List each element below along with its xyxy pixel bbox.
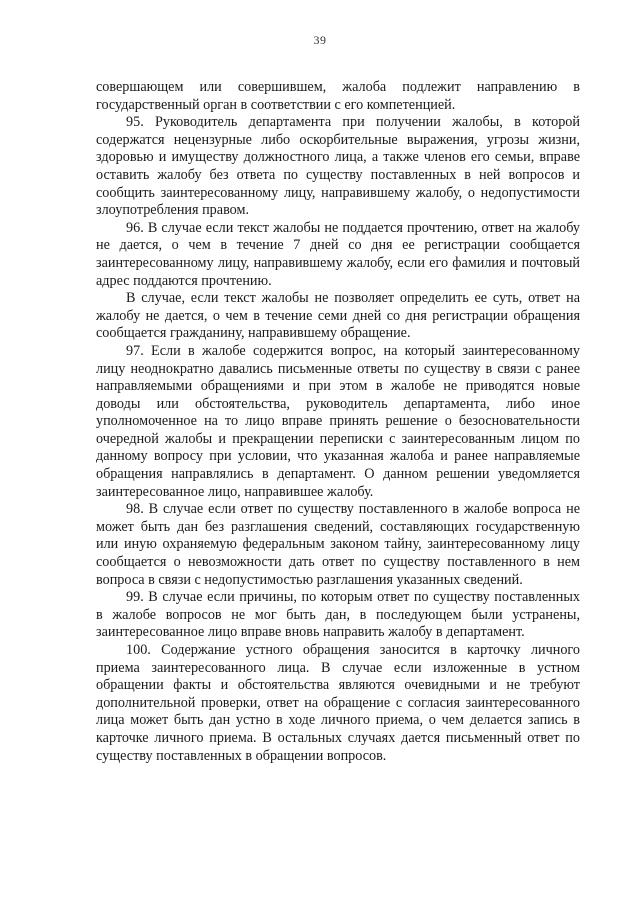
paragraph-continuation: совершающем или совершившем, жалоба подлежит направлению в государственный орган в соответствии с его компетенцией. xyxy=(96,79,580,113)
paragraph-96: 96. В случае если текст жалобы не поддается прочтению, ответ на жалобу не дается, о чем в течение 7 дней со дня ее регистрации сообщается заинтересованному лицу, направившему жалобу, если его фамилия и почтовый адрес поддаются прочтению. xyxy=(96,219,580,289)
paragraph-100: 100. Содержание устного обращения заносится в карточку личного приема заинтересованного лица. В случае если изложенные в устном обращении факты и обстоятельства являются очевидными и не требуют дополнительной проверки, ответ на обращение с согласия заинтересованного лица может быть дан устно в ходе личного приема, о чем делается запись в карточке личного приема. В остальных случаях дается письменный ответ по существу поставленных в обращении вопросов. xyxy=(96,642,580,764)
paragraph-97: 97. Если в жалобе содержится вопрос, на который заинтересованному лицу неоднократно давались письменные ответы по существу в связи с ранее направляемыми обращениями и при этом в жалобе не приводятся новые доводы или обстоятельства, руководитель департамента, либо иное уполномоченное на то лицо вправе принять решение о безосновательности очередной жалобы и прекращении переписки с заинтересованным лицом по данному вопросу при условии, что указанная жалоба и ранее направляемые обращения направлялись в департамент. О данном решении уведомляется заинтересованное лицо, направившее жалобу. xyxy=(96,342,580,500)
paragraph-99: 99. В случае если причины, по которым ответ по существу поставленных в жалобе вопросов не мог быть дан, в последующем были устранены, заинтересованное лицо вправе вновь направить жалобу в департамент. xyxy=(96,589,580,641)
paragraph-98: 98. В случае если ответ по существу поставленного в жалобе вопроса не может быть дан без разглашения сведений, составляющих государственную или иную охраняемую федеральным законом тайну, заинтересованному лицу сообщается о невозможности дать ответ по существу поставленного в нем вопроса в связи с недопустимостью разглашения указанных сведений. xyxy=(96,501,580,588)
document-body xyxy=(96,79,580,765)
paragraph-96-addendum: В случае, если текст жалобы не позволяет определить ее суть, ответ на жалобу не дается, о чем в течение семи дней со дня регистрации обращения сообщается гражданину, направившему обращение. xyxy=(96,290,580,342)
page-number: 39 xyxy=(313,33,327,47)
paragraph-95: 95. Руководитель департамента при получении жалобы, в которой содержатся нецензурные либо оскорбительные выражения, угрозы жизни, здоровью и имуществу должностного лица, а также членов его семьи, вправе оставить жалобу без ответа по существу поставленных в ней вопросов и сообщить заинтересованному лицу, направившему жалобу, о недопустимости злоупотребления правом. xyxy=(96,114,580,219)
